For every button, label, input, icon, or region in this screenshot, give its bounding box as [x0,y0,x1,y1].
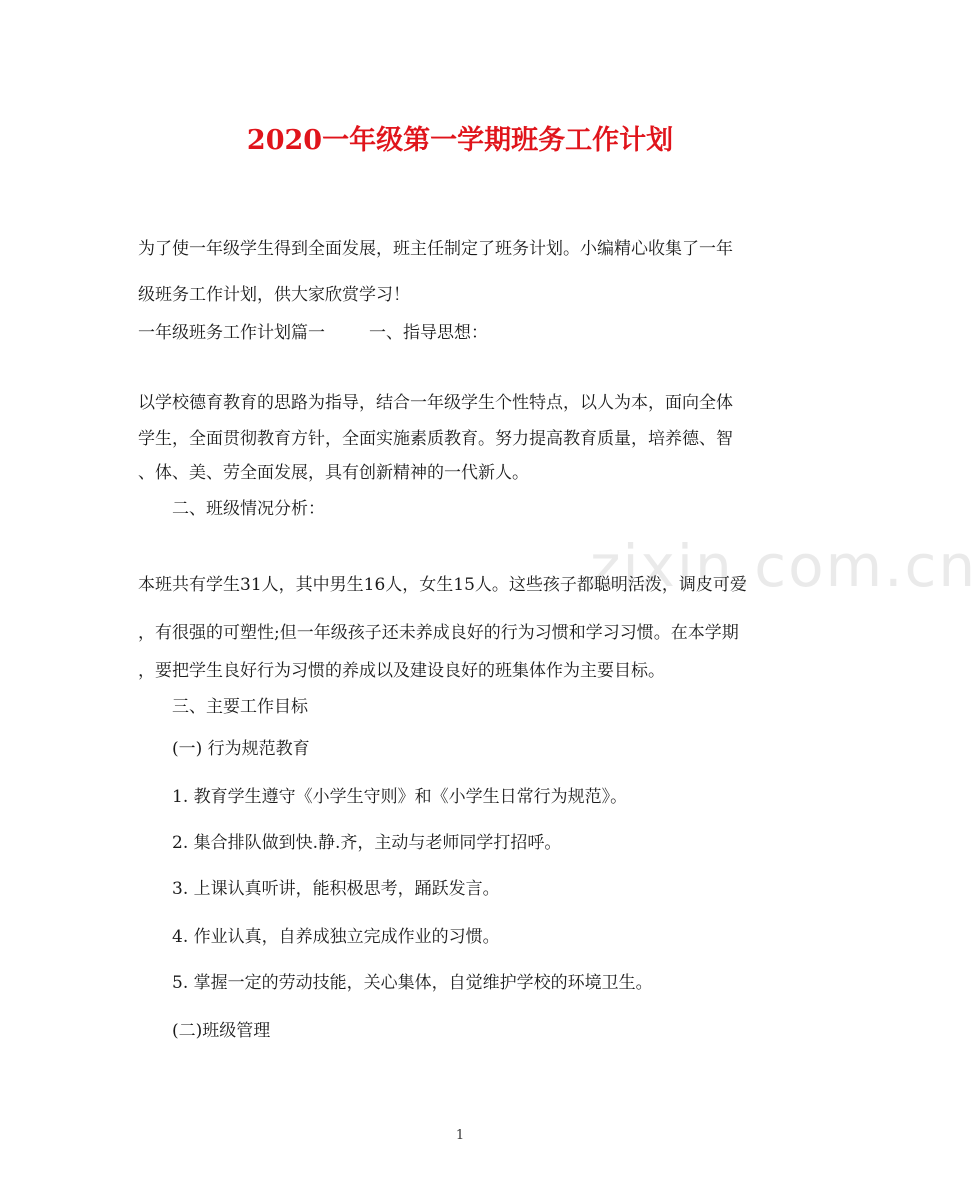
section-heading-b: 一、指导思想： [369,323,488,343]
guide-line-3: 、体、美、劳全面发展，具有创新精神的一代新人。 [138,463,529,483]
list-item: 2. 集合排队做到快.静.齐，主动与老师同学打招呼。 [172,833,562,853]
list-item: 3. 上课认真听讲，能积极思考，踊跃发言。 [172,879,500,899]
goals-subheading-2: (二)班级管理 [172,1021,271,1041]
list-item: 5. 掌握一定的劳动技能，关心集体，自觉维护学校的环境卫生。 [172,973,653,993]
guide-line-2: 学生，全面贯彻教育方针，全面实施素质教育。努力提高教育质量，培养德、智 [138,429,733,449]
analysis-line-3: ，要把学生良好行为习惯的养成以及建设良好的班集体作为主要目标。 [138,661,665,681]
guide-line-1: 以学校德育教育的思路为指导，结合一年级学生个性特点，以人为本，面向全体 [138,393,733,413]
page-number: 1 [455,1128,465,1143]
goals-subheading-1: (一) 行为规范教育 [172,739,310,759]
intro-line-1: 为了使一年级学生得到全面发展，班主任制定了班务计划。小编精心收集了一年 [138,239,733,259]
watermark-logo: zixin.com.cn [590,532,977,600]
analysis-line-1: 本班共有学生31人，其中男生16人，女生15人。这些孩子都聪明活泼，调皮可爱 [138,575,747,595]
document-title: 2020一年级第一学期班务工作计划 [246,125,674,156]
section-heading-a: 一年级班务工作计划篇一 [138,323,325,343]
intro-line-2: 级班务工作计划，供大家欣赏学习！ [138,285,410,305]
list-item: 4. 作业认真，自养成独立完成作业的习惯。 [172,927,500,947]
section-heading-row [138,322,488,344]
goals-heading: 三、主要工作目标 [172,697,308,717]
list-item: 1. 教育学生遵守《小学生守则》和《小学生日常行为规范》。 [172,787,628,807]
analysis-line-2: ，有很强的可塑性;但一年级孩子还未养成良好的行为习惯和学习习惯。在本学期 [138,623,739,643]
analysis-heading: 二、班级情况分析： [172,499,325,519]
